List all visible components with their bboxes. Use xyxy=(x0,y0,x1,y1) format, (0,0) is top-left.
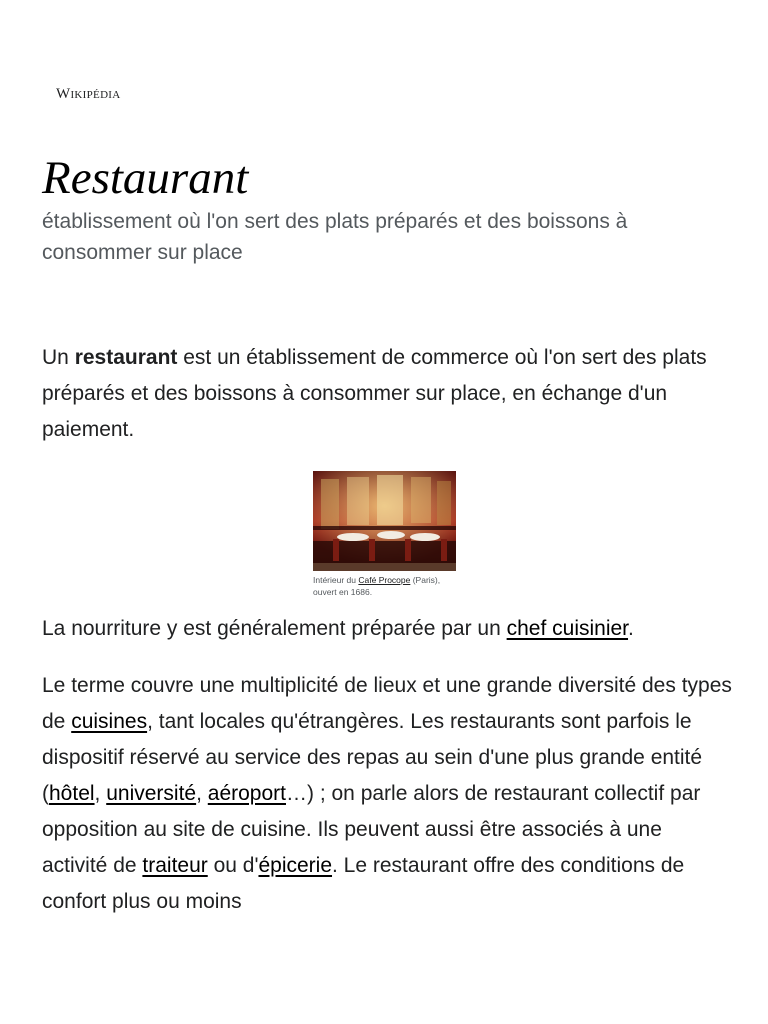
figure-caption xyxy=(313,574,456,598)
term-bold: restaurant xyxy=(74,346,178,369)
chef-suffix: . xyxy=(628,617,634,640)
text-span: , tant locales qu'étrangères. Les restaurants sont parfois le dispositif réservé au service des repas au sein d'une plus grande entité ( xyxy=(42,710,703,805)
text-span: ou d' xyxy=(207,854,259,877)
intro-prefix: Un xyxy=(42,346,75,369)
text-span: Le terme couvre une multiplicité de lieux et une grande diversité des types de xyxy=(42,674,732,733)
caption-prefix: Intérieur du xyxy=(313,575,359,585)
chef-prefix: La nourriture y est généralement préparée par un xyxy=(42,617,507,640)
caption-suffix: (Paris), ouvert en 1686. xyxy=(313,575,441,597)
restaurant-interior-image[interactable] xyxy=(313,471,456,571)
page-description: établissement où l'on sert des plats préparés et des boissons à consommer sur place xyxy=(42,210,628,264)
link-cafe-procope[interactable]: Café Procope xyxy=(358,575,411,585)
text-span: , xyxy=(196,782,208,805)
link-epicerie[interactable]: épicerie xyxy=(258,854,333,877)
intro-rest: est un établissement de commerce où l'on sert des plats préparés et des boissons à consommer sur place, en échange d'un paiement. xyxy=(42,346,707,441)
figure-thumbnail xyxy=(313,471,456,598)
wikipedia-logo[interactable]: Wikipédia xyxy=(56,86,121,102)
text-span: . Le restaurant offre des conditions de confort plus ou moins xyxy=(42,854,685,913)
link-cuisines[interactable]: cuisines xyxy=(71,710,148,733)
paragraph-diversity xyxy=(42,668,732,920)
link-hotel[interactable]: hôtel xyxy=(49,782,95,805)
text-span: , xyxy=(94,782,107,805)
page-title: Restaurant xyxy=(42,152,249,204)
text-span: …) ; on parle alors de restaurant collectif par opposition au site de cuisine. Ils peuvent aussi être associés à une activité de xyxy=(42,782,701,877)
paragraph-chef xyxy=(42,611,732,647)
paragraph-intro xyxy=(42,340,732,448)
link-universite[interactable]: université xyxy=(106,782,197,805)
link-chef-cuisinier[interactable]: chef cuisinier xyxy=(506,617,629,640)
link-aeroport[interactable]: aéroport xyxy=(207,782,286,805)
link-traiteur[interactable]: traiteur xyxy=(142,854,208,877)
